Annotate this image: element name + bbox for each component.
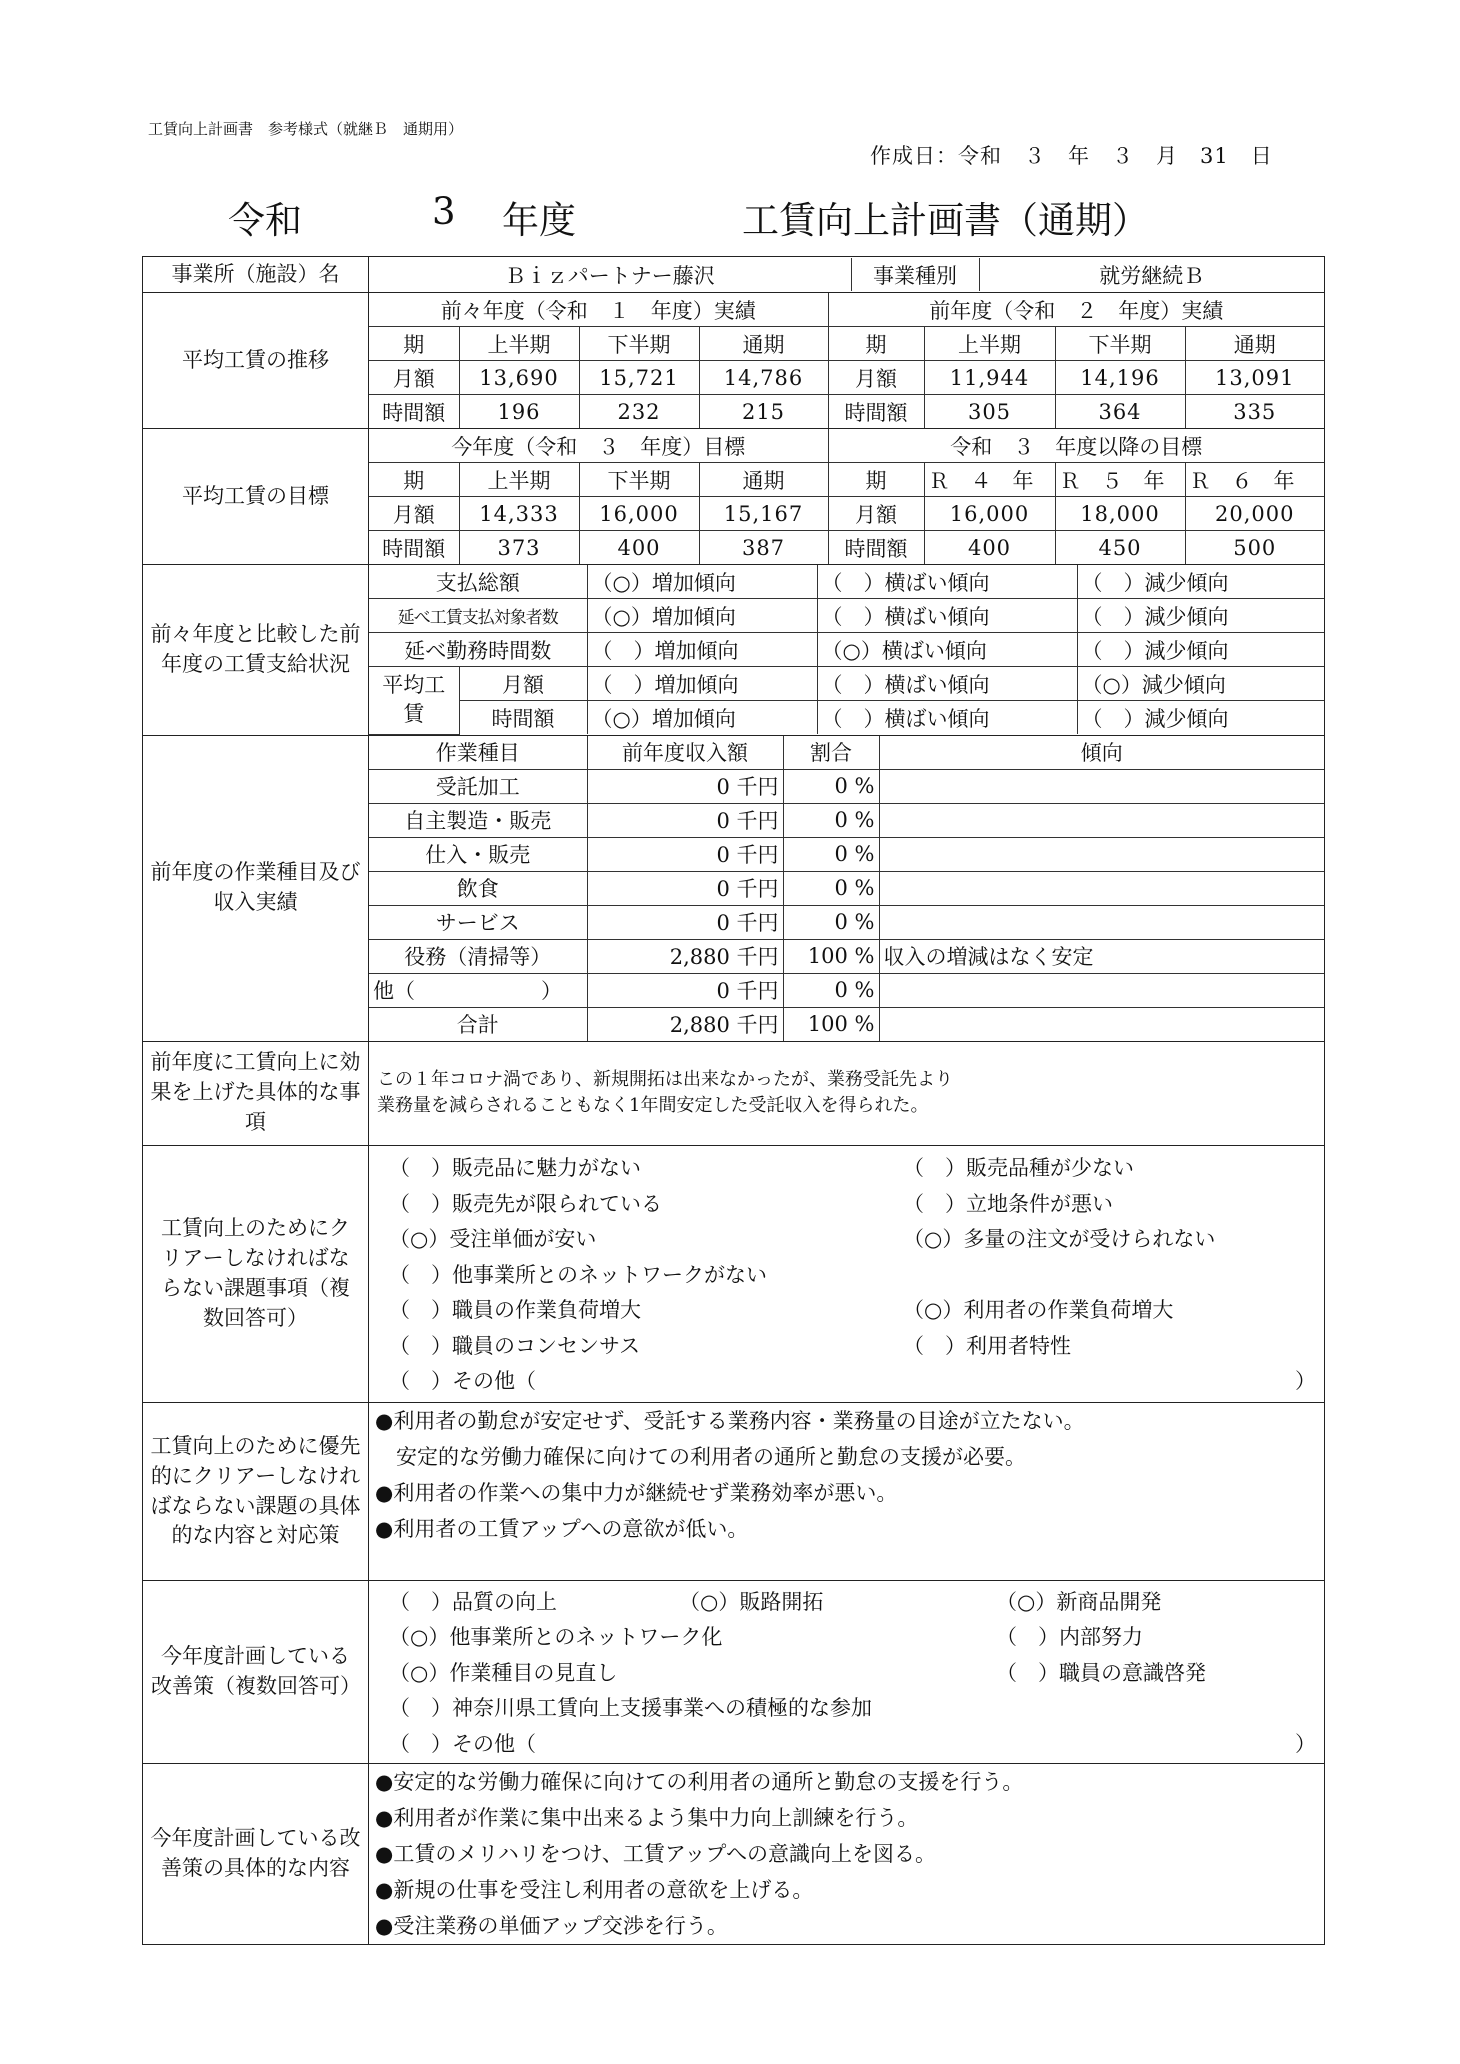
issue-other-close: ） [1295, 1369, 1316, 1394]
facility-type: 就労継続Ｂ [979, 258, 1324, 291]
target-this-header: 今年度（令和 ３ 年度）目標 [369, 429, 828, 463]
col-period: 期 [828, 463, 924, 497]
measure-option: （○）作業種目の見直し [389, 1660, 618, 1685]
income-trend [879, 803, 1324, 837]
value-cell: 13,690 [459, 361, 579, 395]
option-increase: （○）増加傾向 [587, 599, 817, 633]
income-amount: 0 千円 [587, 905, 783, 939]
option-decrease: （ ）減少傾向 [1077, 565, 1324, 599]
option-decrease: （ ）減少傾向 [1077, 633, 1324, 667]
income-amount: 0 千円 [587, 803, 783, 837]
issue-option: （○）受注単価が安い [389, 1227, 597, 1252]
issue-option: （ ）販売先が限られている [389, 1191, 662, 1216]
income-type: 飲食 [369, 871, 587, 905]
effect-label: 前年度に工賃向上に効果を上げた具体的な事項 [143, 1041, 369, 1145]
trend-prev2-header: 前々年度（令和 １ 年度）実績 [369, 293, 828, 327]
income-ratio: 0 % [783, 769, 879, 803]
measure-option: （○）新商品開発 [996, 1589, 1162, 1614]
target-future-header: 令和 ３ 年度以降の目標 [828, 429, 1324, 463]
option-decrease: （○）減少傾向 [1077, 667, 1324, 701]
avg-wage-label: 平均工賃 [369, 667, 459, 735]
col-h1: 上半期 [459, 463, 579, 497]
income-header: 傾向 [879, 736, 1324, 770]
income-header: 作業種目 [369, 736, 587, 770]
income-ratio: 0 % [783, 905, 879, 939]
col-period: 期 [828, 327, 924, 361]
issue-option: （ ）利用者特性 [903, 1333, 1071, 1358]
issue-option: （ ）職員の作業負荷増大 [389, 1298, 641, 1323]
priority-line: 安定的な労働力確保に向けての利用者の通所と勤怠の支援が必要。 [375, 1445, 1026, 1469]
income-amount: 0 千円 [587, 871, 783, 905]
plan-line: ●安定的な労働力確保に向けての利用者の通所と勤怠の支援を行う。 [375, 1769, 1024, 1794]
value-cell: 16,000 [579, 497, 699, 531]
title-main: 工賃向上計画書（通期） [742, 199, 1149, 242]
income-ratio: 0 % [783, 803, 879, 837]
compare-row-name: 延べ工賃支払対象者数 [369, 599, 587, 633]
value-cell: 16,000 [924, 497, 1055, 531]
target-label: 平均工賃の目標 [143, 429, 369, 565]
measure-other-close: ） [1295, 1731, 1316, 1756]
income-type: 自主製造・販売 [369, 803, 587, 837]
issue-option: （ ）立地条件が悪い [903, 1191, 1113, 1216]
col-r6: Ｒ ６ 年 [1185, 463, 1324, 497]
income-ratio: 0 % [783, 973, 879, 1007]
created-date: 作成日：令和 ３ 年 ３ 月 31 日 [870, 144, 1273, 168]
plan-line: ●利用者が作業に集中出来るよう集中力向上訓練を行う。 [375, 1805, 919, 1830]
income-total-amount: 2,880 千円 [587, 1007, 783, 1041]
income-header: 割合 [783, 736, 879, 770]
plan-line: ●工賃のメリハリをつけ、工賃アップへの意識向上を図る。 [375, 1841, 936, 1866]
col-h1: 上半期 [459, 327, 579, 361]
issue-option: （○）多量の注文が受けられない [903, 1227, 1216, 1252]
title-year: 3 [432, 190, 456, 233]
title-era: 令和 [228, 199, 302, 242]
measure-option: （ ）神奈川県工賃向上支援事業への積極的な参加 [389, 1696, 872, 1721]
income-ratio: 0 % [783, 837, 879, 871]
measure-option: （○）販路開拓 [679, 1589, 824, 1614]
income-trend [879, 905, 1324, 939]
option-flat: （ ）横ばい傾向 [817, 701, 1077, 735]
col-r4: Ｒ ４ 年 [924, 463, 1055, 497]
value-cell: 15,721 [579, 361, 699, 395]
option-increase: （ ）増加傾向 [587, 667, 817, 701]
col-full: 通期 [699, 327, 828, 361]
facility-type-label: 事業種別 [851, 258, 979, 291]
option-flat: （ ）横ばい傾向 [817, 599, 1077, 633]
income-type: 他（ ） [369, 973, 587, 1007]
issue-option: （ ）他事業所とのネットワークがない [389, 1262, 767, 1287]
income-amount: 0 千円 [587, 769, 783, 803]
value-cell: 14,333 [459, 497, 579, 531]
col-r5: Ｒ ５ 年 [1055, 463, 1185, 497]
issue-option: （ ）職員のコンセンサス [389, 1333, 641, 1358]
compare-row-name: 時間額 [459, 701, 587, 735]
income-amount: 0 千円 [587, 973, 783, 1007]
value-cell: 387 [699, 531, 828, 565]
col-period: 期 [369, 463, 459, 497]
compare-row-name: 支払総額 [369, 565, 587, 599]
priority-line: ●利用者の工賃アップへの意欲が低い。 [375, 1517, 749, 1541]
col-h2: 下半期 [1055, 327, 1185, 361]
value-cell: 373 [459, 531, 579, 565]
income-trend: 収入の増減はなく安定 [879, 939, 1324, 973]
title-fy: 年度 [502, 199, 576, 242]
row-month-label: 月額 [828, 361, 924, 395]
income-type: サービス [369, 905, 587, 939]
col-h2: 下半期 [579, 463, 699, 497]
row-hour-label: 時間額 [828, 531, 924, 565]
value-cell: 400 [579, 531, 699, 565]
value-cell: 14,786 [699, 361, 828, 395]
compare-row-name: 延べ勤務時間数 [369, 633, 587, 667]
facility-label: 事業所（施設）名 [143, 257, 369, 293]
value-cell: 232 [579, 395, 699, 429]
income-ratio: 0 % [783, 871, 879, 905]
col-full: 通期 [699, 463, 828, 497]
measure-option: （ ）内部努力 [996, 1625, 1143, 1650]
priority-label: 工賃向上のために優先的にクリアーしなければならない課題の具体的な内容と対応策 [143, 1403, 369, 1581]
col-h2: 下半期 [579, 327, 699, 361]
value-cell: 305 [924, 395, 1055, 429]
option-increase: （○）増加傾向 [587, 565, 817, 599]
compare-table [369, 565, 1324, 735]
plan-line: ●新規の仕事を受注し利用者の意欲を上げる。 [375, 1877, 814, 1902]
issues-label: 工賃向上のためにクリアーしなければならない課題事項（複数回答可） [143, 1145, 369, 1403]
measure-option: （ ）職員の意識啓発 [996, 1660, 1206, 1685]
target-table [369, 429, 1324, 564]
trend-prev1-header: 前年度（令和 ２ 年度）実績 [828, 293, 1324, 327]
col-full: 通期 [1185, 327, 1324, 361]
income-amount: 0 千円 [587, 837, 783, 871]
trend-table [369, 293, 1324, 428]
income-header: 前年度収入額 [587, 736, 783, 770]
value-cell: 13,091 [1185, 361, 1324, 395]
income-total-ratio: 100 % [783, 1007, 879, 1041]
plan-line: ●受注業務の単価アップ交渉を行う。 [375, 1913, 728, 1938]
col-period: 期 [369, 327, 459, 361]
value-cell: 15,167 [699, 497, 828, 531]
row-hour-label: 時間額 [828, 395, 924, 429]
option-increase: （○）増加傾向 [587, 701, 817, 735]
issue-option: （ ）販売品に魅力がない [389, 1156, 641, 1181]
issue-option-other: （ ）その他（ [389, 1369, 536, 1394]
income-trend [879, 769, 1324, 803]
income-table [369, 736, 1324, 1041]
row-hour-label: 時間額 [369, 395, 459, 429]
income-ratio: 100 % [783, 939, 879, 973]
income-type: 仕入・販売 [369, 837, 587, 871]
row-hour-label: 時間額 [369, 531, 459, 565]
measure-option: （ ）品質の向上 [389, 1589, 557, 1614]
priority-line: ●利用者の勤怠が安定せず、受託する業務内容・業務量の目途が立たない。 [375, 1409, 1085, 1433]
income-trend [879, 1007, 1324, 1041]
income-total-label: 合計 [369, 1007, 587, 1041]
income-type: 受託加工 [369, 769, 587, 803]
income-trend [879, 871, 1324, 905]
option-decrease: （ ）減少傾向 [1077, 701, 1324, 735]
issue-option: （ ）販売品種が少ない [903, 1156, 1134, 1181]
income-type: 役務（清掃等） [369, 939, 587, 973]
option-flat: （○）横ばい傾向 [817, 633, 1077, 667]
form-note: 工賃向上計画書 参考様式（就継Ｂ 通期用） [148, 120, 464, 138]
priority-line: ●利用者の作業への集中力が継続せず業務効率が悪い。 [375, 1481, 898, 1505]
value-cell: 14,196 [1055, 361, 1185, 395]
value-cell: 20,000 [1185, 497, 1324, 531]
value-cell: 11,944 [924, 361, 1055, 395]
option-increase: （ ）増加傾向 [587, 633, 817, 667]
measure-option: （○）他事業所とのネットワーク化 [389, 1625, 723, 1650]
row-month-label: 月額 [369, 497, 459, 531]
value-cell: 400 [924, 531, 1055, 565]
income-trend [879, 973, 1324, 1007]
value-cell: 196 [459, 395, 579, 429]
trend-label: 平均工賃の推移 [143, 293, 369, 429]
compare-label: 前々年度と比較した前年度の工賃支給状況 [143, 565, 369, 736]
plan-form-table [142, 256, 1325, 1945]
value-cell: 335 [1185, 395, 1324, 429]
measure-option-other: （ ）その他（ [389, 1731, 536, 1756]
option-decrease: （ ）減少傾向 [1077, 599, 1324, 633]
measures-label: 今年度計画している改善策（複数回答可） [143, 1581, 369, 1764]
compare-row-name: 月額 [459, 667, 587, 701]
row-month-label: 月額 [369, 361, 459, 395]
income-label: 前年度の作業種目及び収入実績 [143, 735, 369, 1041]
plan-label: 今年度計画している改善策の具体的な内容 [143, 1763, 369, 1944]
issue-option: （○）利用者の作業負荷増大 [903, 1298, 1174, 1323]
col-h1: 上半期 [924, 327, 1055, 361]
income-trend [879, 837, 1324, 871]
effect-line-1: この１年コロナ渦であり、新規開拓は出来なかったが、業務受託先より [377, 1069, 953, 1090]
option-flat: （ ）横ばい傾向 [817, 565, 1077, 599]
value-cell: 450 [1055, 531, 1185, 565]
value-cell: 18,000 [1055, 497, 1185, 531]
option-flat: （ ）横ばい傾向 [817, 667, 1077, 701]
facility-name: Ｂｉｚパートナー藤沢 [369, 258, 851, 291]
value-cell: 215 [699, 395, 828, 429]
value-cell: 364 [1055, 395, 1185, 429]
value-cell: 500 [1185, 531, 1324, 565]
income-amount: 2,880 千円 [587, 939, 783, 973]
row-month-label: 月額 [828, 497, 924, 531]
effect-line-2: 業務量を減らされることもなく1年間安定した受託収入を得られた。 [377, 1095, 929, 1116]
